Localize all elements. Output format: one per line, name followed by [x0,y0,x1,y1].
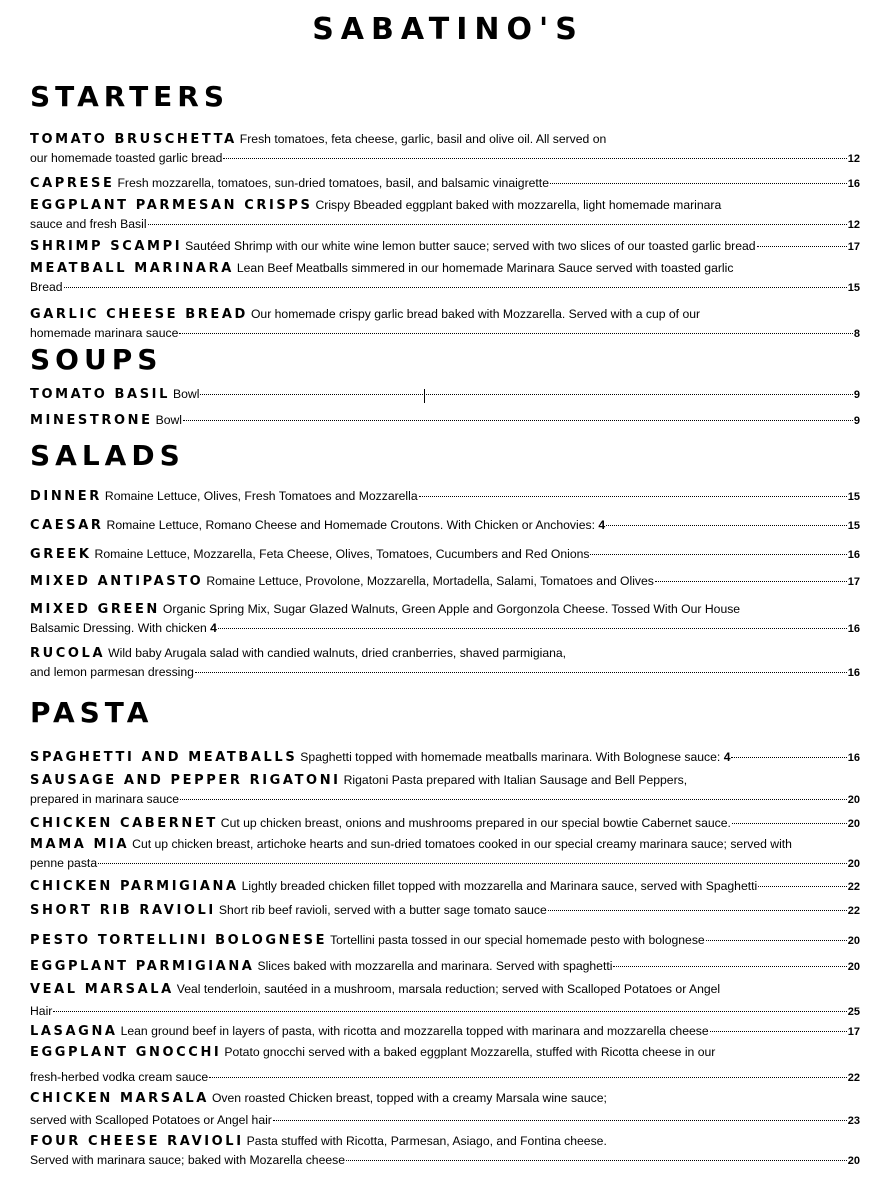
item-desc: Tortellini pasta tossed in our special homemade pesto with bolognese [330,933,705,947]
item-price: 23 [847,1115,860,1127]
item-price: 16 [847,752,860,764]
item-four-cheese-ravioli [30,1132,860,1170]
leader-dots [98,863,847,864]
leader-dots [218,628,847,629]
item-name: MIXED ANTIPASTO [30,574,204,589]
section-starters: STARTERS [30,80,230,113]
item-price: 25 [847,1006,860,1018]
item-price: 20 [847,935,860,947]
item-desc: Cut up chicken breast, onions and mushrooms prepared in our special bowtie Cabernet sauce. [220,816,731,830]
leader-dots [179,333,853,334]
item-desc: prepared in marinara sauce [30,792,180,806]
item-price: 15 [847,491,860,503]
item-desc: Rigatoni Pasta prepared with Italian Sausage and Bell Peppers, [343,773,688,787]
leader-dots [590,554,846,555]
item-price: 9 [853,389,860,401]
item-desc: Romaine Lettuce, Olives, Fresh Tomatoes and Mozzarella [104,489,418,503]
leader-dots [706,940,847,941]
item-pesto-tortellini-bolognese [30,931,860,950]
item-sausage-pepper-rigatoni [30,771,860,809]
leader-dots [758,886,847,887]
item-price: 20 [847,858,860,870]
item-price: 16 [847,178,860,190]
item-desc: Bowl [173,387,200,401]
item-price: 8 [853,328,860,340]
item-desc: Romaine Lettuce, Romano Cheese and Homemade Croutons. With Chicken or Anchovies: [106,518,595,532]
item-greek [30,545,860,564]
item-desc: Our homemade crispy garlic bread baked with Mozzarella. Served with a cup of our [250,307,701,321]
item-desc: and lemon parmesan dressing [30,665,194,679]
item-desc: Lightly breaded chicken fillet topped with mozzarella and Marinara sauce, served with Spaghetti [241,879,758,893]
item-price: 20 [847,818,860,830]
leader-dots [346,1160,847,1161]
item-name: CHICKEN MARSALA [30,1091,209,1106]
leader-dots [223,158,846,159]
item-mixed-antipasto [30,572,860,591]
item-name: EGGPLANT PARMIGIANA [30,959,255,974]
leader-dots [195,672,847,673]
item-desc: Short rib beef ravioli, served with a butter sage tomato sauce [218,903,547,917]
item-lasagna [30,1022,860,1041]
item-minestrone [30,411,860,430]
item-desc: Fresh tomatoes, feta cheese, garlic, basil and olive oil. All served on [239,132,607,146]
item-name: MEATBALL MARINARA [30,261,234,276]
item-desc: Potato gnocchi served with a baked eggplant Mozzarella, stuffed with Ricotta cheese in our [224,1045,716,1059]
item-price: 17 [847,241,860,253]
leader-dots [419,496,847,497]
item-name: LASAGNA [30,1024,118,1039]
item-price: 15 [847,520,860,532]
item-desc: Lean Beef Meatballs simmered in our homemade Marinara Sauce served with toasted garlic [236,261,734,275]
item-desc: Romaine Lettuce, Provolone, Mozzarella, Mortadella, Salami, Tomatoes and Olives [206,574,654,588]
item-desc: Bread [30,280,63,294]
item-extra-price: 4 [598,518,606,532]
item-name: CAPRESE [30,176,115,191]
leader-dots [200,394,852,395]
item-desc: Fresh mozzarella, tomatoes, sun-dried tomatoes, basil, and balsamic vinaigrette [117,176,549,190]
item-name: CHICKEN CABERNET [30,816,218,831]
item-name: PESTO TORTELLINI BOLOGNESE [30,933,328,948]
leader-dots [209,1077,847,1078]
item-price: 17 [847,576,860,588]
item-rucola [30,644,860,682]
item-price: 12 [847,219,860,231]
leader-dots [613,966,846,967]
item-desc: Slices baked with mozzarella and marinara. Served with spaghetti [257,959,613,973]
item-desc: fresh-herbed vodka cream sauce [30,1070,209,1084]
leader-dots [655,581,847,582]
item-chicken-marsala [30,1089,860,1130]
item-desc: Wild baby Arugala salad with candied walnuts, dried cranberries, shaved parmigiana, [108,646,567,660]
item-name: RUCOLA [30,646,106,661]
item-price: 16 [847,667,860,679]
item-desc: sauce and fresh Basil [30,217,147,231]
item-price: 20 [847,1155,860,1167]
item-shrimp-scampi [30,237,860,256]
item-name: GARLIC CHEESE BREAD [30,307,248,322]
leader-dots [548,910,847,911]
item-desc: Oven roasted Chicken breast, topped with a creamy Marsala wine sauce; [211,1091,607,1105]
leader-dots [53,1011,846,1012]
item-veal-marsala [30,980,860,1021]
section-pasta: PASTA [30,696,154,729]
item-desc: Organic Spring Mix, Sugar Glazed Walnuts, Green Apple and Gorgonzola Cheese. Tossed With Our House [162,602,741,616]
item-desc: Sautéed Shrimp with our white wine lemon butter sauce; served with two slices of our toasted garlic bread [185,239,756,253]
item-desc: Romaine Lettuce, Mozzarella, Feta Cheese, Olives, Tomatoes, Cucumbers and Red Onions [94,547,590,561]
item-tomato-bruschetta [30,130,860,168]
item-name: CAESAR [30,518,104,533]
item-spaghetti-and-meatballs [30,748,860,767]
item-chicken-cabernet [30,814,860,833]
item-price: 22 [847,1072,860,1084]
item-price: 12 [847,153,860,165]
section-salads: SALADS [30,439,185,472]
item-desc: served with Scalloped Potatoes or Angel hair [30,1113,272,1127]
item-mama-mia [30,835,860,873]
section-soups: SOUPS [30,343,163,376]
item-dinner [30,487,860,506]
item-mixed-green [30,600,860,638]
item-price: 20 [847,794,860,806]
item-desc: penne pasta [30,856,98,870]
item-name: VEAL MARSALA [30,982,174,997]
item-name: CHICKEN PARMIGIANA [30,879,239,894]
restaurant-title: SABATINO'S [312,12,584,47]
item-desc: Balsamic Dressing. With chicken [30,621,207,635]
item-name: DINNER [30,489,102,504]
item-desc: Spaghetti topped with homemade meatballs marinara. With Bolognese sauce: [300,750,721,764]
leader-dots [273,1120,847,1121]
item-name: FOUR CHEESE RAVIOLI [30,1134,244,1149]
item-chicken-parmigiana [30,877,860,896]
item-name: TOMATO BRUSCHETTA [30,132,237,147]
leader-dots [180,799,847,800]
leader-dots [148,224,847,225]
item-desc: our homemade toasted garlic bread [30,151,223,165]
item-price: 17 [847,1026,860,1038]
item-price: 22 [847,905,860,917]
item-name: EGGPLANT PARMESAN CRISPS [30,198,313,213]
item-desc: Bowl [155,413,183,427]
item-name: SPAGHETTI AND MEATBALLS [30,750,298,765]
item-desc: homemade marinara sauce [30,326,179,340]
item-name: MIXED GREEN [30,602,160,617]
item-price: 16 [847,549,860,561]
text-cursor [424,389,425,403]
leader-dots [606,525,847,526]
item-extra-price: 4 [210,621,217,635]
item-eggplant-parmigiana [30,957,860,976]
item-price: 15 [847,282,860,294]
item-price: 9 [853,415,860,427]
leader-dots [550,183,847,184]
leader-dots [183,420,853,421]
item-name: TOMATO BASIL [30,387,171,402]
item-desc: Lean ground beef in layers of pasta, with ricotta and mozzarella topped with marinara and mozzarella cheese [120,1024,709,1038]
item-name: SHORT RIB RAVIOLI [30,903,216,918]
item-desc: Pasta stuffed with Ricotta, Parmesan, Asiago, and Fontina cheese. [246,1134,607,1148]
item-desc: Veal tenderloin, sautéed in a mushroom, marsala reduction; served with Scalloped Potatoes or Angel [176,982,721,996]
item-caprese [30,174,860,193]
item-name: SHRIMP SCAMPI [30,239,183,254]
item-price: 20 [847,961,860,973]
leader-dots [64,287,847,288]
leader-dots [731,757,846,758]
item-desc: Served with marinara sauce; baked with Mozarella cheese [30,1153,346,1167]
leader-dots [710,1031,847,1032]
item-tomato-basil [30,385,860,404]
item-short-rib-ravioli [30,901,860,920]
item-eggplant-gnocchi [30,1043,860,1087]
item-eggplant-parmesan-crisps [30,196,860,234]
item-price: 16 [847,623,860,635]
item-desc: Crispy Bbeaded eggplant baked with mozzarella, light homemade marinara [315,198,722,212]
item-name: SAUSAGE AND PEPPER RIGATONI [30,773,341,788]
leader-dots [732,823,847,824]
item-name: EGGPLANT GNOCCHI [30,1045,222,1060]
item-desc: Cut up chicken breast, artichoke hearts and sun-dried tomatoes cooked in our special creamy marinara sauce; served with [132,837,792,851]
item-name: MAMA MIA [30,837,130,852]
leader-dots [757,246,847,247]
item-meatball-marinara [30,259,860,297]
item-price: 22 [847,881,860,893]
item-desc: Hair [30,1004,53,1018]
item-name: MINESTRONE [30,413,153,428]
item-caesar [30,516,860,535]
item-extra-price: 4 [723,750,731,764]
item-name: GREEK [30,547,92,562]
item-garlic-cheese-bread [30,305,860,343]
